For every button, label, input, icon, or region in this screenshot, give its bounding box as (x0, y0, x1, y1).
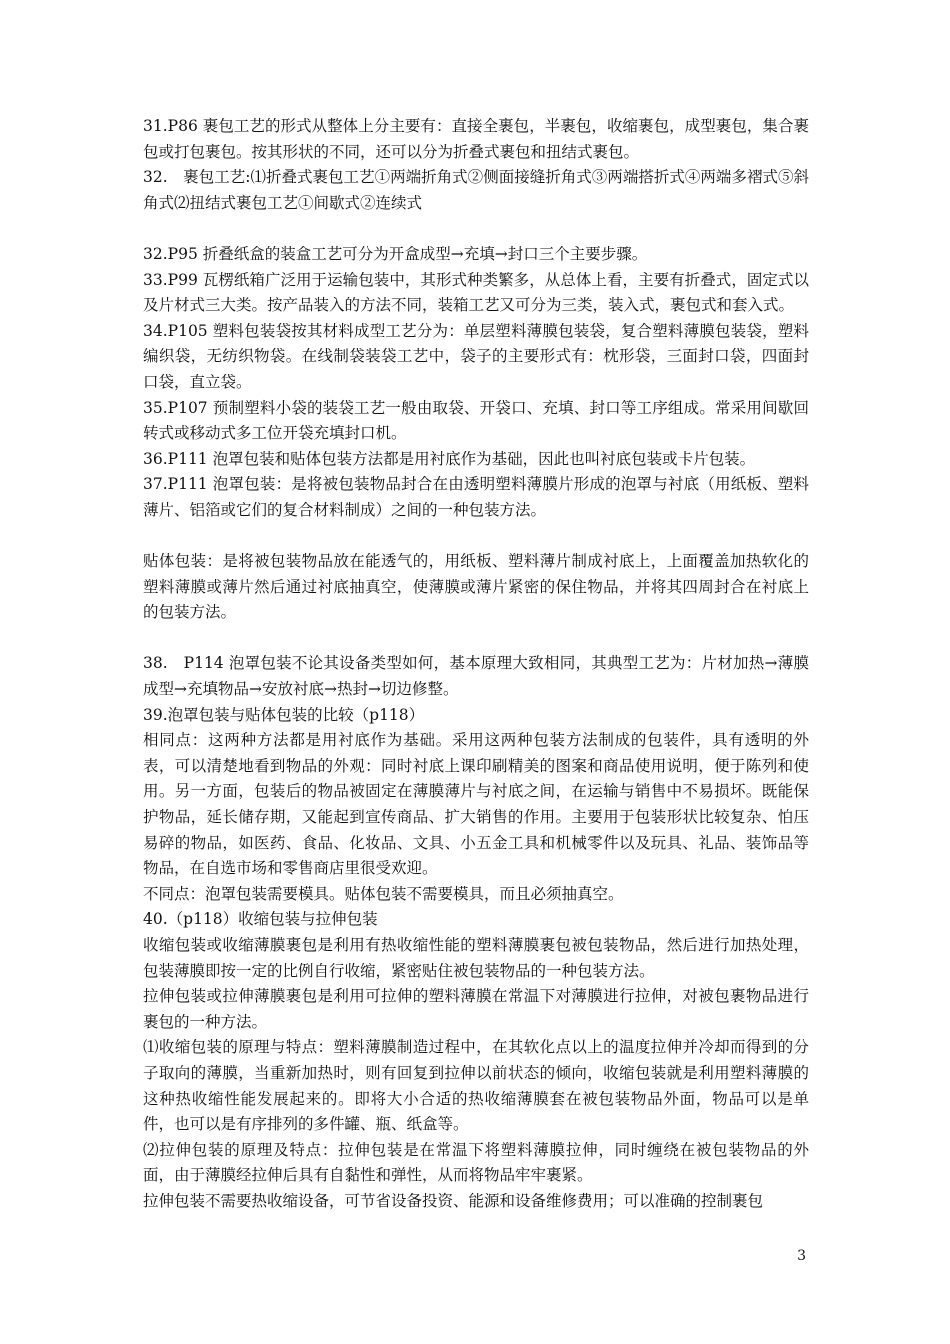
paragraph: ⑵拉伸包装的原理及特点：拉伸包装是在常温下将塑料薄膜拉伸，同时缠绕在被包装物品的外面，由于薄膜经拉伸后具有自黏性和弹性，从而将物品牢牢裹紧。 (143, 1140, 809, 1185)
paragraph: 34.P105 塑料包装袋按其材料成型工艺分为：单层塑料薄膜包装袋，复合塑料薄膜包装袋，塑料编织袋，无纺织物袋。在线制袋装袋工艺中，袋子的主要形式有：枕形袋，三面封口袋，四面封口袋，直立袋。 (143, 321, 809, 391)
page-number: 3 (797, 1248, 806, 1264)
paragraph: 40.（p118）收缩包装与拉伸包装 (143, 910, 378, 929)
paragraph: 不同点：泡罩包装需要模具。贴体包装不需要模具，而且必须抽真空。 (143, 884, 624, 903)
paragraph: 38. P114 泡罩包装不论其设备类型如何，基本原理大致相同，其典型工艺为：片材加热→薄膜成型→充填物品→安放衬底→热封→切边修整。 (143, 654, 809, 699)
paragraph: 33.P99 瓦楞纸箱广泛用于运输包装中，其形式种类繁多，从总体上看，主要有折叠式，固定式以及片材式三大类。按产品装入的方法不同，装箱工艺又可分为三类，装入式，裹包式和套入式。 (143, 270, 809, 315)
blank-line (143, 524, 809, 550)
paragraph: 35.P107 预制塑料小袋的装袋工艺一般由取袋、开袋口、充填、封口等工序组成。常采用间歇回转式或移动式多工位开袋充填封口机。 (143, 398, 809, 443)
paragraph: 37.P111 泡罩包装：是将被包装物品封合在由透明塑料薄膜片形成的泡罩与衬底（用纸板、塑料薄片、铝箔或它们的复合材料制成）之间的一种包装方法。 (143, 475, 809, 519)
paragraph: 32. 裹包工艺:⑴折叠式裹包工艺①两端折角式②侧面接缝折角式③两端搭折式④两端多褶式⑤斜角式⑵扭结式裹包工艺①间歇式②连续式 (143, 168, 809, 212)
paragraph: 31.P86 裹包工艺的形式从整体上分主要有：直接全裹包，半裹包，收缩裹包，成型裹包，集合裹包或打包裹包。按其形状的不同，还可以分为折叠式裹包和扭结式裹包。 (143, 117, 809, 161)
paragraph: 相同点：这两种方法都是用衬底作为基础。采用这两种包装方法制成的包装件，具有透明的外表，可以清楚地看到物品的外观：同时衬底上课印刷精美的图案和商品使用说明，便于陈列和使用。另一方面，包装后的物品被固定在薄膜薄片与衬底之间，在运输与销售中不易损坏。既能保护物品，延长储存期，又能起到宣传商品、扩大销售的作用。主要用于包装形状比较复杂、怕压易碎的物品，如医药、食品、化妆品、文具、小五金工具和机械零件以及玩具、礼品、装饰品等物品，在自选市场和零售商店里很受欢迎。 (143, 731, 809, 878)
paragraph: 贴体包装：是将被包装物品放在能透气的，用纸板、塑料薄片制成衬底上，上面覆盖加热软化的塑料薄膜或薄片然后通过衬底抽真空，使薄膜或薄片紧密的保住物品，并将其四周封合在衬底上的包装方法。 (143, 552, 809, 622)
paragraph: 36.P111 泡罩包装和贴体包装方法都是用衬底作为基础，因此也叫衬底包装或卡片包装。 (143, 449, 756, 468)
paragraph: 拉伸包装不需要热收缩设备，可节省设备投资、能源和设备维修费用；可以准确的控制裹包 (143, 1191, 764, 1210)
document-body (143, 114, 809, 1215)
blank-line (143, 626, 809, 652)
paragraph: 32.P95 折叠纸盒的装盒工艺可分为开盒成型→充填→封口三个主要步骤。 (143, 244, 648, 263)
paragraph: 39.泡罩包装与贴体包装的比较（p118） (143, 705, 425, 724)
blank-line (143, 216, 809, 242)
paragraph: ⑴收缩包装的原理与特点：塑料薄膜制造过程中，在其软化点以上的温度拉伸并冷却而得到的分子取向的薄膜，当重新加热时，则有回复到拉伸以前状态的倾向，收缩包装就是利用塑料薄膜的这种热收缩性能发展起来的。即将大小合适的热收缩薄膜套在被包装物品外面，物品可以是单件，也可以是有序排列的多件罐、瓶、纸盒等。 (143, 1038, 809, 1134)
paragraph: 收缩包装或收缩薄膜裹包是利用有热收缩性能的塑料薄膜裹包被包装物品，然后进行加热处理，包装薄膜即按一定的比例自行收缩，紧密贴住被包装物品的一种包装方法。 (143, 936, 809, 980)
paragraph: 拉伸包装或拉伸薄膜裹包是利用可拉伸的塑料薄膜在常温下对薄膜进行拉伸，对被包裹物品进行裹包的一种方法。 (143, 987, 809, 1031)
